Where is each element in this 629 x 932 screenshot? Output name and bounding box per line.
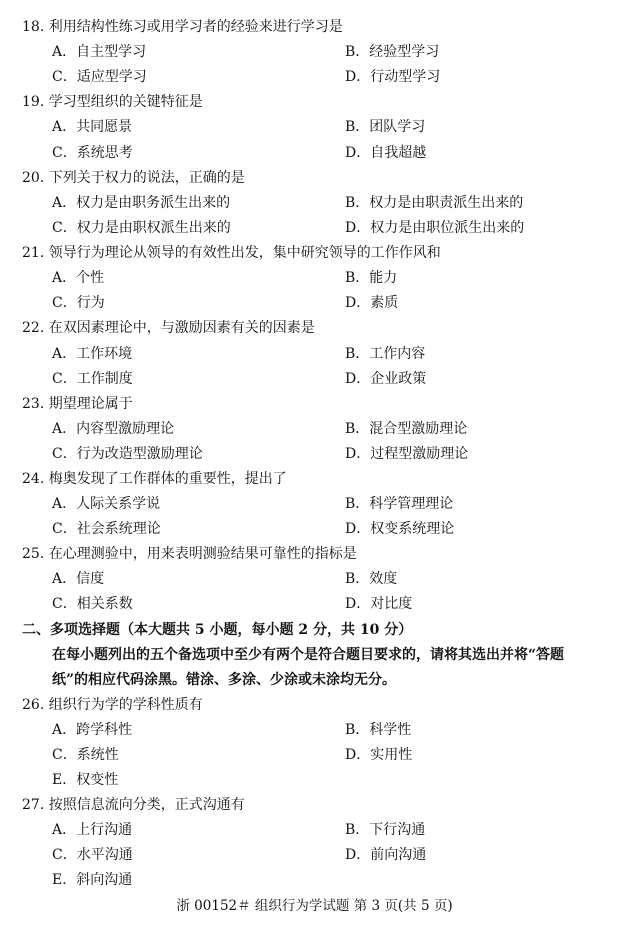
- question-number: 24.: [22, 471, 45, 487]
- question-number: 26.: [22, 697, 45, 713]
- question-number: 21.: [22, 245, 45, 261]
- option-a: A．信度: [52, 571, 105, 587]
- option-d: D．对比度: [345, 596, 413, 612]
- question-18: [22, 17, 343, 37]
- page-footer: 浙 00152＃ 组织行为学试题 第 3 页(共 5 页): [176, 898, 453, 914]
- question-20: [22, 168, 245, 188]
- option-b: B．混合型激励理论: [345, 421, 468, 437]
- option-b: B．科学管理理论: [345, 496, 454, 512]
- option-a: A．人际关系学说: [52, 496, 161, 512]
- question-text: 组织行为学的学科性质有: [48, 697, 203, 713]
- option-b: B．工作内容: [345, 346, 426, 362]
- option-a: A．上行沟通: [52, 822, 133, 838]
- option-e: E．斜向沟通: [52, 872, 133, 888]
- option-a: A．内容型激励理论: [52, 421, 175, 437]
- question-number: 23.: [22, 396, 45, 412]
- question-25: [22, 544, 357, 564]
- option-d: D．权力是由职位派生出来的: [345, 220, 525, 236]
- option-b: B．科学性: [345, 722, 412, 738]
- question-number: 19.: [22, 94, 45, 110]
- option-d: D．自我超越: [345, 145, 427, 161]
- option-a: A．个性: [52, 270, 105, 286]
- option-c: C．权力是由职权派生出来的: [52, 220, 231, 236]
- question-23: [22, 394, 133, 414]
- option-b: B．权力是由职责派生出来的: [345, 195, 524, 211]
- option-c: C．工作制度: [52, 371, 133, 387]
- option-c: C．相关系数: [52, 596, 133, 612]
- option-d: D．实用性: [345, 747, 413, 763]
- question-text: 梅奥发现了工作群体的重要性，提出了: [48, 471, 287, 487]
- question-number: 27.: [22, 797, 45, 813]
- option-d: D．企业政策: [345, 371, 427, 387]
- question-text: 领导行为理论从领导的有效性出发，集中研究领导的工作作风和: [48, 245, 441, 261]
- question-number: 18.: [22, 19, 45, 35]
- option-a: A．跨学科性: [52, 722, 133, 738]
- section-instruction-line1: 在每小题列出的五个备选项中至少有两个是符合题目要求的，请将其选出并将“答题: [52, 647, 565, 663]
- question-24: [22, 469, 287, 489]
- option-c: C．适应型学习: [52, 69, 147, 85]
- option-b: B．经验型学习: [345, 44, 440, 60]
- question-text: 下列关于权力的说法，正确的是: [48, 170, 245, 186]
- option-d: D．过程型激励理论: [345, 446, 469, 462]
- question-21: [22, 243, 441, 263]
- option-a: A．共同愿景: [52, 119, 133, 135]
- question-26: [22, 695, 203, 715]
- option-d: D．行动型学习: [345, 69, 441, 85]
- option-a: A．权力是由职务派生出来的: [52, 195, 231, 211]
- question-19: [22, 92, 203, 112]
- question-text: 在心理测验中，用来表明测验结果可靠性的指标是: [48, 546, 357, 562]
- question-text: 在双因素理论中，与激励因素有关的因素是: [48, 320, 315, 336]
- option-c: C．系统思考: [52, 145, 133, 161]
- option-c: C．行为: [52, 295, 105, 311]
- option-a: A．工作环境: [52, 346, 133, 362]
- question-number: 20.: [22, 170, 45, 186]
- question-27: [22, 795, 245, 815]
- question-text: 利用结构性练习或用学习者的经验来进行学习是: [48, 19, 343, 35]
- question-number: 22.: [22, 320, 45, 336]
- question-text: 按照信息流向分类，正式沟通有: [48, 797, 245, 813]
- option-c: C．行为改造型激励理论: [52, 446, 203, 462]
- option-d: D．素质: [345, 295, 399, 311]
- option-c: C．社会系统理论: [52, 521, 161, 537]
- option-d: D．前向沟通: [345, 847, 427, 863]
- question-22: [22, 318, 315, 338]
- option-b: B．能力: [345, 270, 398, 286]
- option-d: D．权变系统理论: [345, 521, 455, 537]
- question-number: 25.: [22, 546, 45, 562]
- question-text: 期望理论属于: [48, 396, 133, 412]
- option-e: E．权变性: [52, 772, 119, 788]
- option-b: B．团队学习: [345, 119, 426, 135]
- section-heading: 二、多项选择题（本大题共 5 小题，每小题 2 分，共 10 分）: [22, 622, 413, 638]
- option-a: A．自主型学习: [52, 44, 147, 60]
- option-b: B．下行沟通: [345, 822, 426, 838]
- option-c: C．水平沟通: [52, 847, 133, 863]
- option-b: B．效度: [345, 571, 398, 587]
- option-c: C．系统性: [52, 747, 119, 763]
- question-text: 学习型组织的关键特征是: [48, 94, 203, 110]
- section-instruction-line2: 纸”的相应代码涂黑。错涂、多涂、少涂或未涂均无分。: [52, 672, 397, 688]
